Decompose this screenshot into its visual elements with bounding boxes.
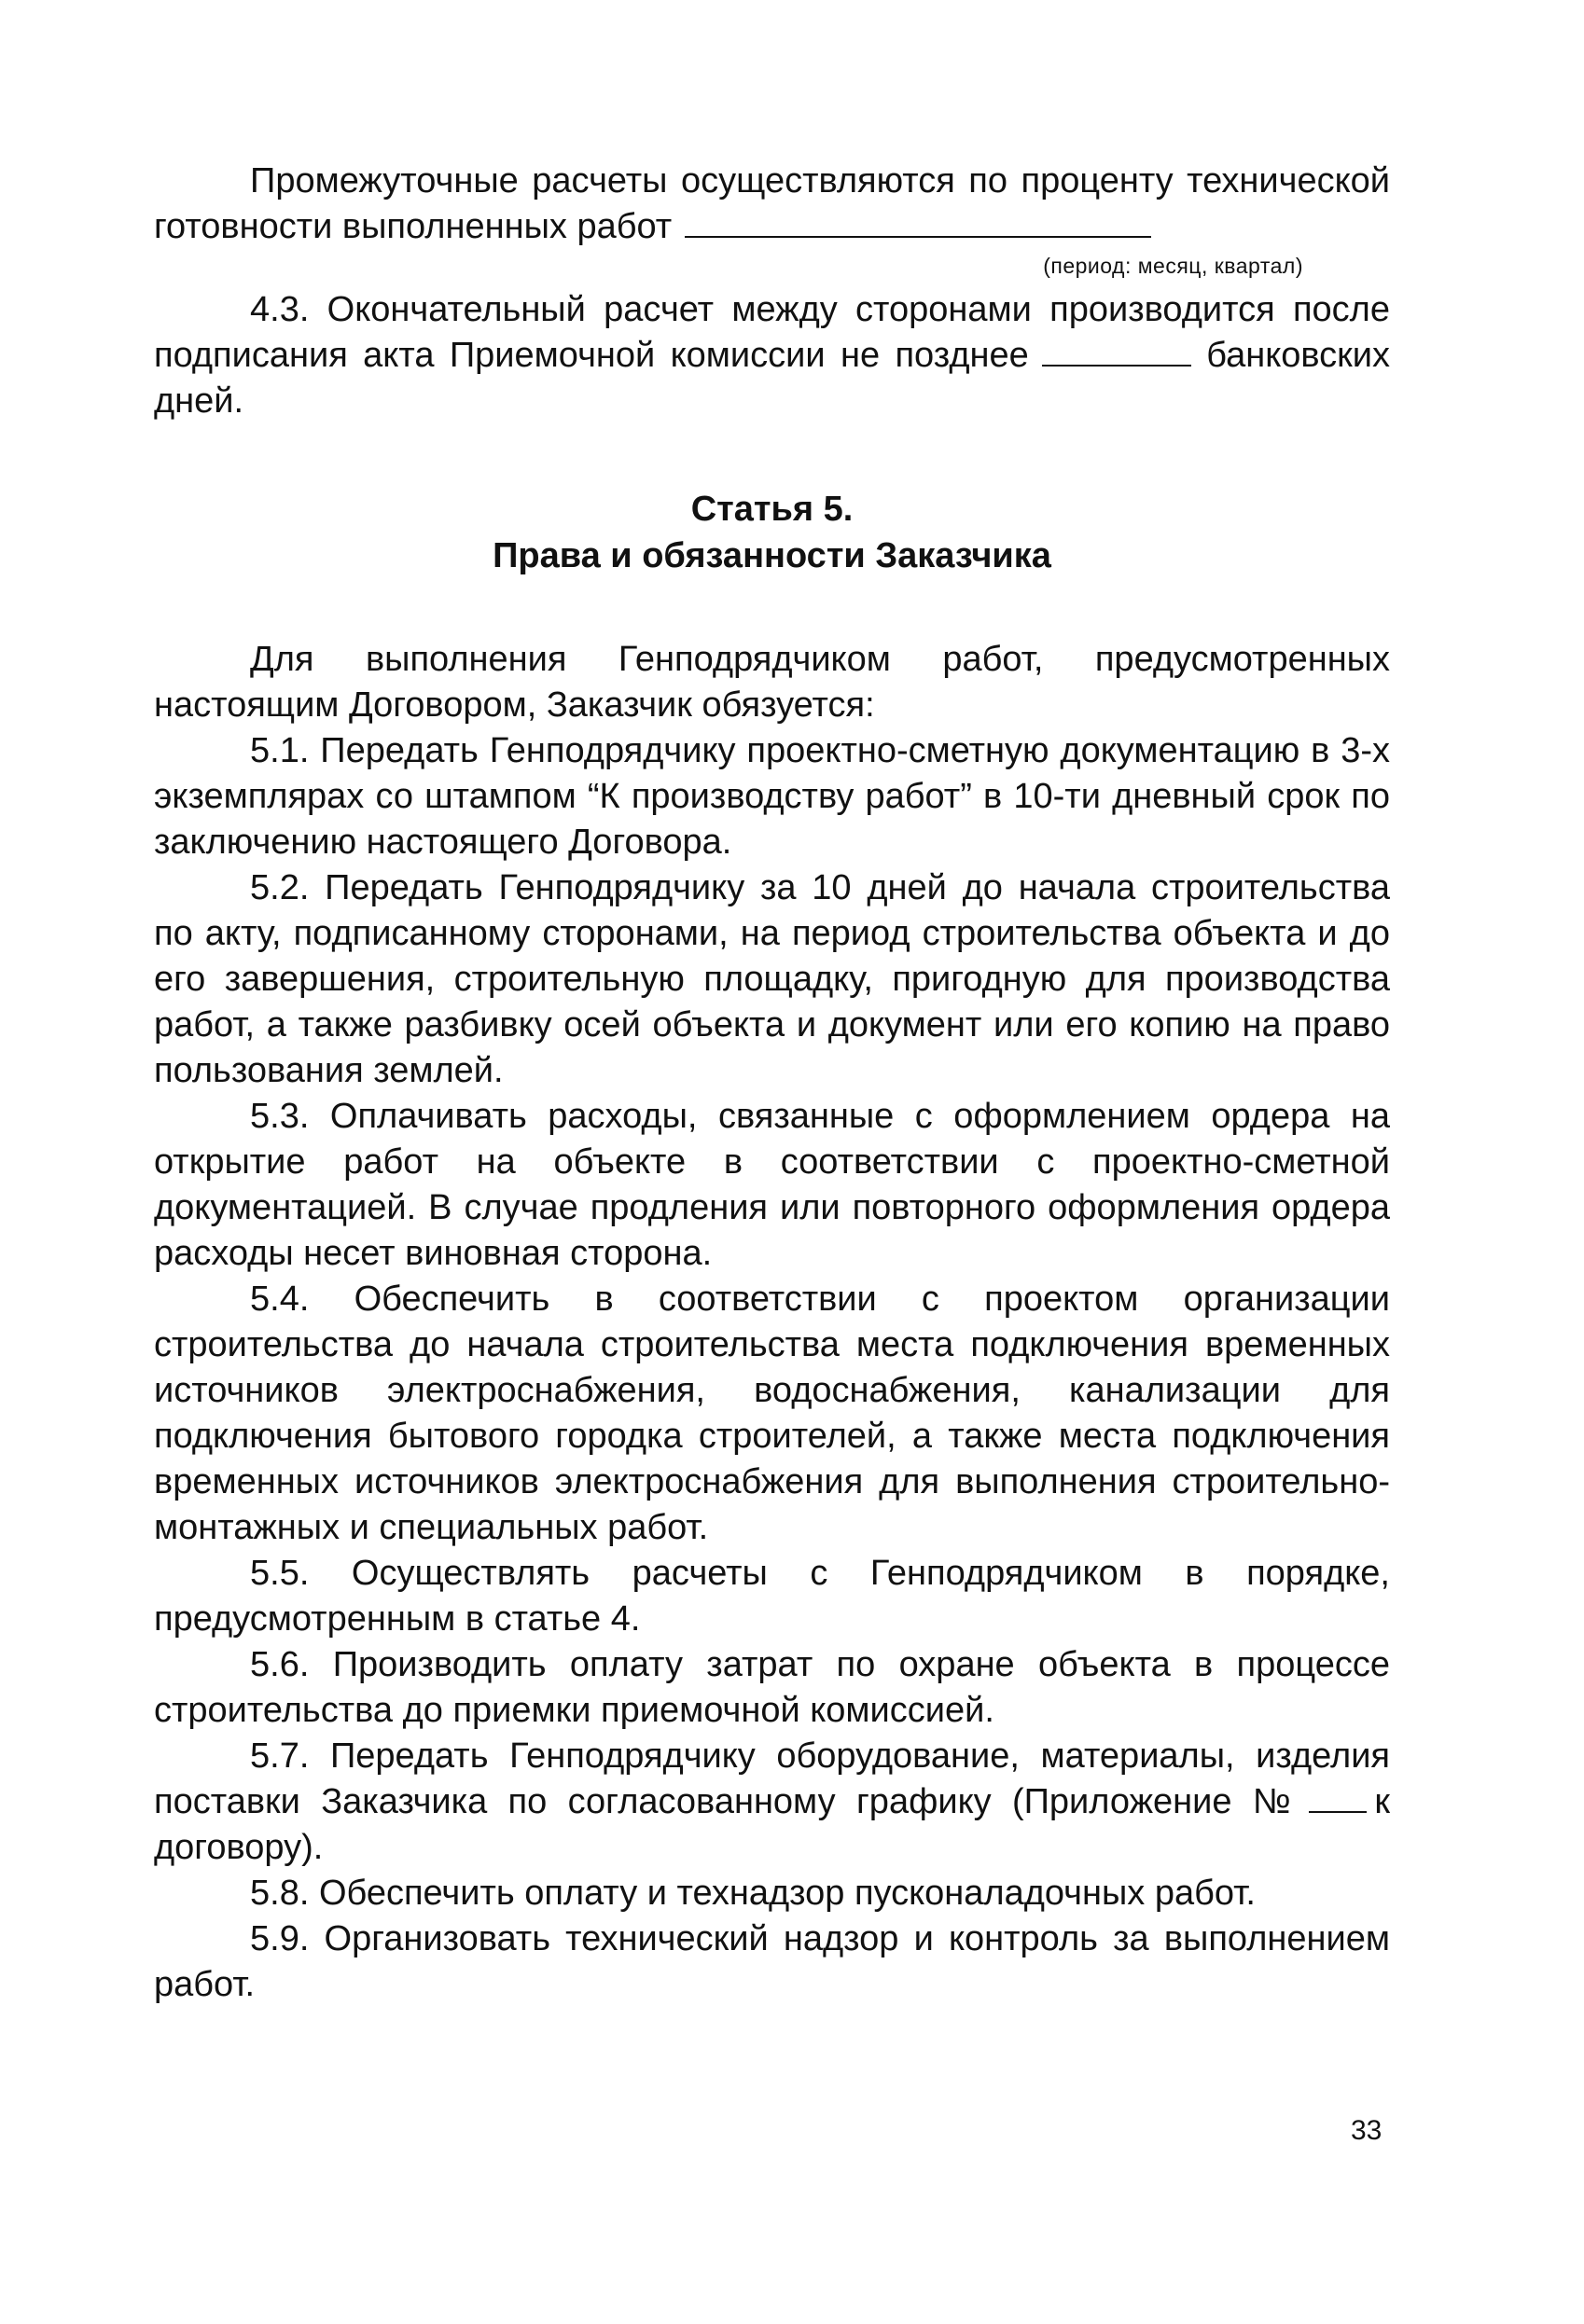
article-title: Права и обязанности Заказчика bbox=[493, 536, 1051, 575]
clause-5-7-text-after: к договору). bbox=[154, 1782, 1390, 1867]
paragraph-4-3-text: 4.3. Окончательный расчет между сторонами производится после подписания акта Приемочной комиссии не позднее bbox=[154, 290, 1390, 375]
period-caption: (период: месяц, квартал) bbox=[1043, 254, 1303, 278]
clause-5-1: 5.1. Передать Генподрядчику проектно-сметную документацию в 3-х экземплярах со штампом “К производству работ” в 10-ти дневный срок по заключению настоящего Договора. bbox=[154, 731, 1390, 862]
paragraph-4-3-text-after: банковских дней. bbox=[154, 336, 1390, 421]
clause-5-2: 5.2. Передать Генподрядчику за 10 дней до начала строительства по акту, подписанному сторонами, на период строительства объекта и до его завершения, строительную площадку, пригодную для производства работ, а также разбивку осей объекта и документ или его копию на право пользования землей. bbox=[154, 868, 1390, 1090]
intro-paragraph bbox=[154, 159, 1390, 250]
article-number: Статья 5. bbox=[690, 490, 854, 529]
period-blank bbox=[685, 208, 1151, 238]
days-blank bbox=[1042, 337, 1191, 367]
paragraph-4-3 bbox=[154, 287, 1390, 424]
lead-paragraph: Для выполнения Генподрядчиком работ, предусмотренных настоящим Договором, Заказчик обязуется: bbox=[154, 640, 1390, 725]
article-heading bbox=[154, 486, 1390, 579]
clause-5-9: 5.9. Организовать технический надзор и контроль за выполнением работ. bbox=[154, 1919, 1390, 2004]
clause-5-8: 5.8. Обеспечить оплату и технадзор пусконаладочных работ. bbox=[250, 1874, 1256, 1913]
intro-paragraph-text: Промежуточные расчеты осуществляются по проценту технической готовности выполненных работ bbox=[154, 161, 1390, 246]
clause-5-7 bbox=[154, 1734, 1390, 1871]
clause-5-5: 5.5. Осуществлять расчеты с Генподрядчиком в порядке, предусмотренным в статье 4. bbox=[154, 1554, 1390, 1639]
clause-5-6: 5.6. Производить оплату затрат по охране объекта в процессе строительства до приемки приемочной комиссией. bbox=[154, 1645, 1390, 1730]
page-number: 33 bbox=[1351, 2115, 1383, 2146]
document-page bbox=[154, 159, 1390, 2008]
appendix-number-blank bbox=[1309, 1783, 1367, 1813]
clause-5-4: 5.4. Обеспечить в соответствии с проектом организации строительства до начала строительства места подключения временных источников электроснабжения, водоснабжения, канализации для подключения бытового городка строителей, а также места подключения временных источников электроснабжения для выполнения строительно-монтажных и специальных работ. bbox=[154, 1280, 1390, 1547]
clause-5-7-text: 5.7. Передать Генподрядчику оборудование, материалы, изделия поставки Заказчика по согласованному графику (Приложение № bbox=[154, 1736, 1390, 1821]
clause-5-3: 5.3. Оплачивать расходы, связанные с оформлением ордера на открытие работ на объекте в соответствии с проектно-сметной документацией. В случае продления или повторного оформления ордера расходы несет виновная сторона. bbox=[154, 1097, 1390, 1273]
